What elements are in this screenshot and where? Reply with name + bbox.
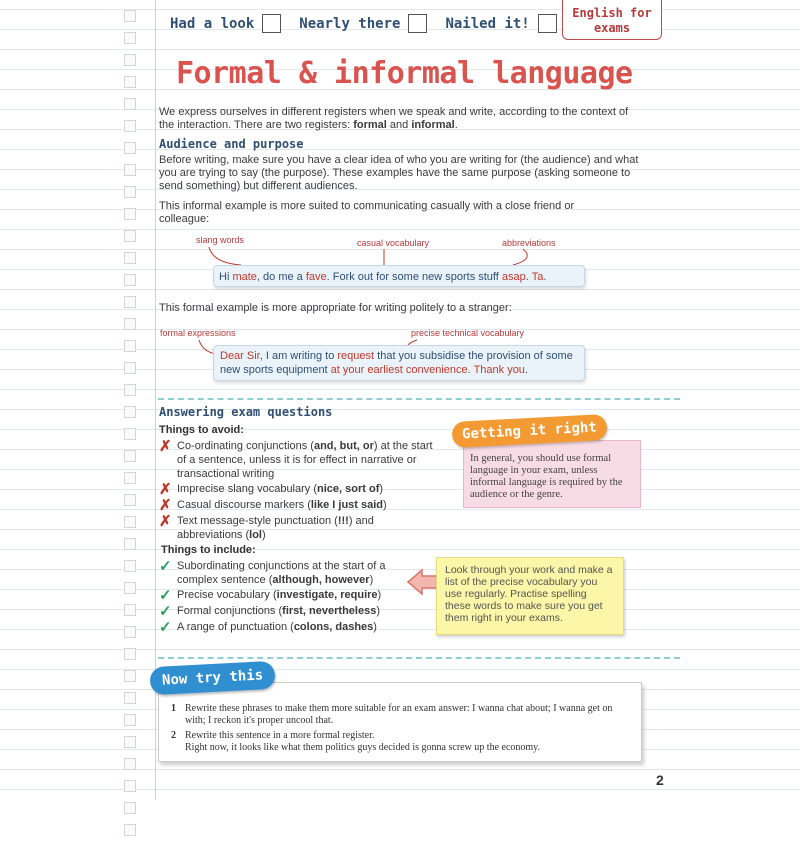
tracker-label-nailed: Nailed it!	[445, 15, 530, 32]
note-casual-vocabulary: casual vocabulary	[357, 238, 430, 248]
include-item: Subordinating conjunctions at the start of a complex sentence (although, however)	[177, 560, 386, 586]
tracker-label-look: Had a look	[170, 15, 255, 32]
section-divider-2	[158, 657, 680, 659]
check-icon: ✓	[159, 619, 172, 636]
progress-tracker	[170, 14, 557, 33]
informal-intro: This informal example is more suited to communicating casually with a close friend or colleague:	[159, 200, 575, 225]
include-item: A range of punctuation (colons, dashes)	[177, 621, 377, 633]
intro-paragraph: We express ourselves in different registers when we speak and write, according to the context of the interaction. There are two registers: formal and informal.	[159, 106, 629, 131]
tracker-label-nearly: Nearly there	[299, 15, 401, 32]
page-title: Formal & informal language	[176, 56, 633, 91]
getting-it-right-banner: Getting it right	[451, 414, 607, 448]
checkbox-nailed-it[interactable]	[538, 14, 557, 33]
formal-example-box: Dear Sir, I am writing to request that you subsidise the provision of some new sports equipment at your earliest convenience. Thank you.	[213, 345, 585, 381]
sticky-note: Look through your work and make a list of the precise vocabulary you use regularly. Practise spelling these words to make sure you get them right in your exams.	[436, 557, 624, 635]
section-divider	[158, 398, 680, 400]
check-icon: ✓	[159, 558, 172, 575]
task-item: 2 Rewrite this sentence in a more formal register. Right now, it looks like what them politics guys decided is gonna screw up the economy.	[171, 730, 541, 753]
note-formal-expressions: formal expressions	[160, 328, 236, 338]
task-item: 1 Rewrite these phrases to make them more suitable for an exam answer: I wanna chat about; I wanna get on with; I reckon it's proper uncool that.	[171, 703, 613, 726]
include-item: Precise vocabulary (investigate, require)	[177, 589, 382, 601]
check-icon: ✓	[159, 603, 172, 620]
note-abbreviations: abbreviations	[502, 238, 556, 248]
avoid-item: Text message-style punctuation (!!!) and abbreviations (lol)	[177, 515, 374, 541]
heading-things-to-avoid: Things to avoid:	[159, 424, 244, 436]
avoid-item: Imprecise slang vocabulary (nice, sort of)	[177, 483, 384, 495]
heading-answering-exam: Answering exam questions	[159, 405, 333, 419]
informal-example-box: Hi mate, do me a fave. Fork out for some new sports stuff asap. Ta.	[213, 265, 585, 287]
now-try-this-banner: Now try this	[149, 661, 275, 696]
page-number: 2	[656, 772, 664, 788]
heading-things-to-include: Things to include:	[161, 544, 256, 556]
tab-line-2: exams	[593, 21, 631, 35]
getting-it-right-box: In general, you should use formal language in your exam, unless informal language is required by the audience or the genre.	[463, 440, 641, 508]
cross-icon: ✗	[159, 513, 172, 530]
note-precise-technical: precise technical vocabulary	[411, 328, 525, 338]
avoid-item: Casual discourse markers (like I just said)	[177, 499, 387, 511]
check-icon: ✓	[159, 587, 172, 604]
include-item: Formal conjunctions (first, nevertheless)	[177, 605, 380, 617]
cross-icon: ✗	[159, 481, 172, 498]
checkbox-nearly-there[interactable]	[408, 14, 427, 33]
section-tab	[562, 0, 662, 40]
now-try-this-box	[158, 682, 642, 762]
spiral-binding	[124, 10, 136, 846]
avoid-item: Co-ordinating conjunctions (and, but, or) at the start of a sentence, unless it is for effect in narrative or transactional writing	[177, 440, 433, 480]
tab-line-1: English for	[572, 6, 652, 20]
audience-paragraph: Before writing, make sure you have a clear idea of who you are writing for (the audience) and what you are trying to say (the purpose). These examples have the same purpose (asking someone to send something) but different audiences.	[159, 154, 639, 192]
heading-audience: Audience and purpose	[159, 137, 304, 151]
cross-icon: ✗	[159, 497, 172, 514]
cross-icon: ✗	[159, 438, 172, 455]
checkbox-had-a-look[interactable]	[262, 14, 281, 33]
note-slang-words: slang words	[196, 235, 245, 245]
formal-intro: This formal example is more appropriate for writing politely to a stranger:	[159, 302, 512, 314]
